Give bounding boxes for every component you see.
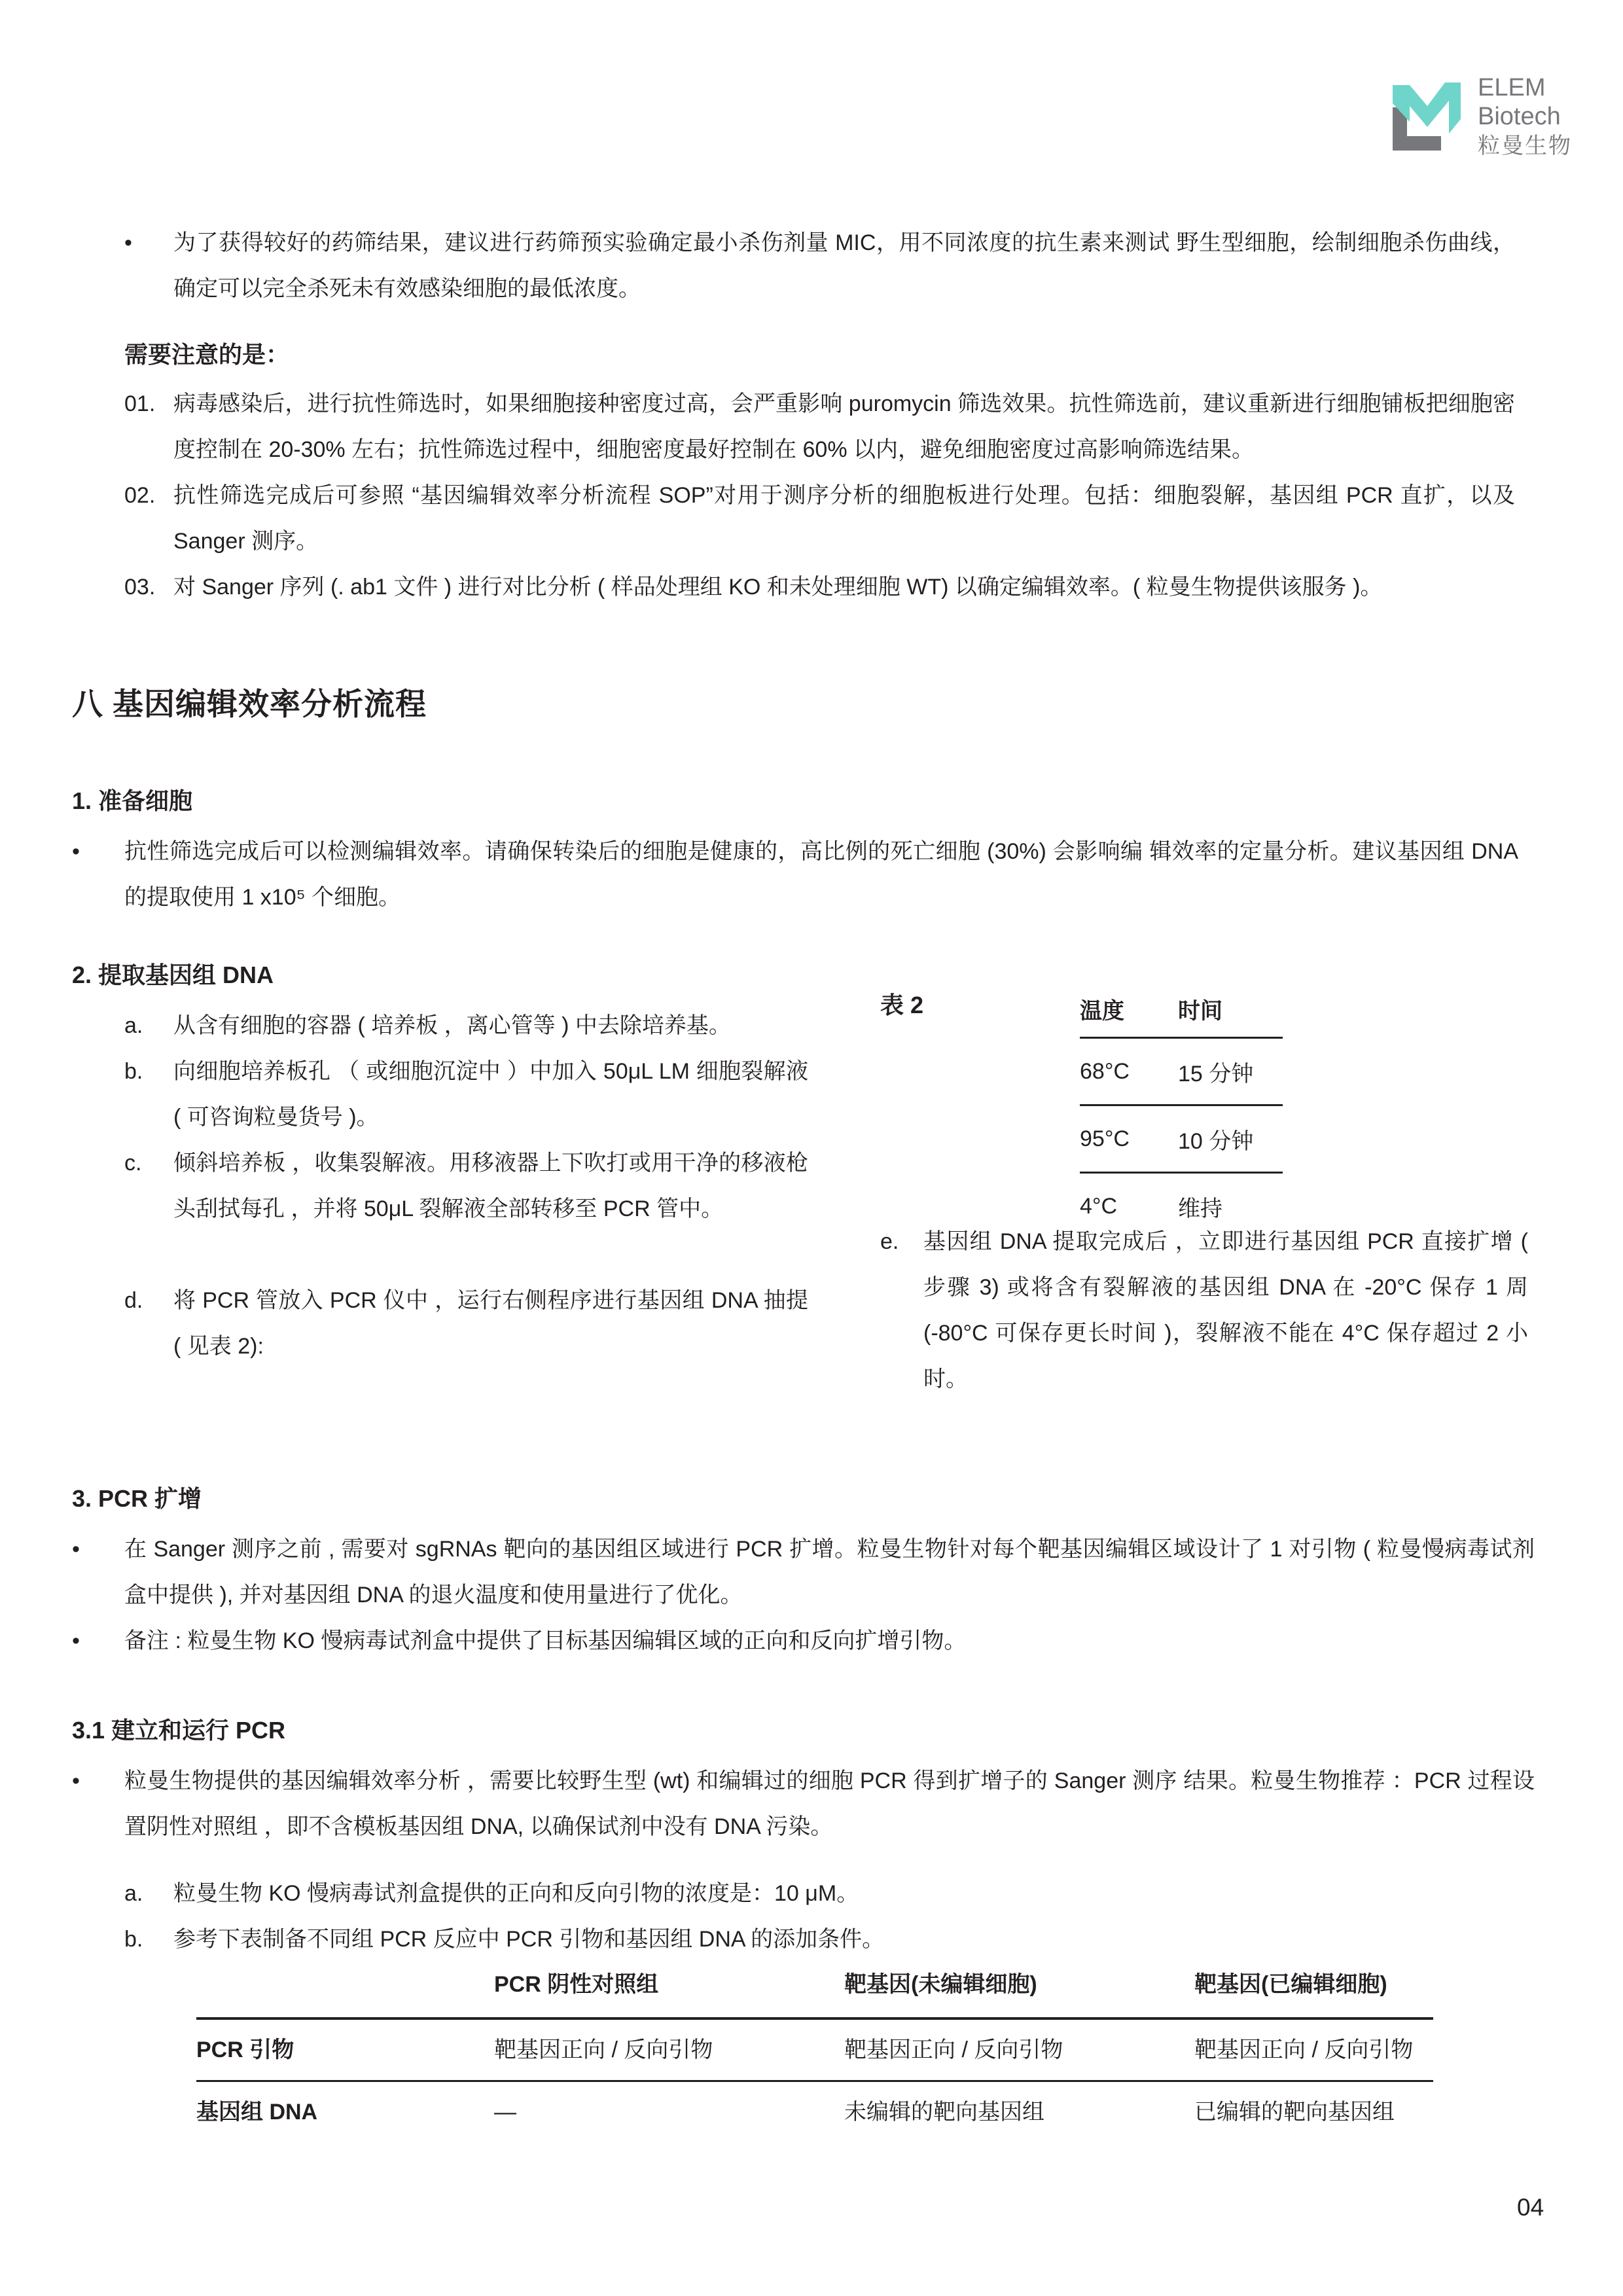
pcr-bullet-1-text: 在 Sanger 测序之前 , 需要对 sgRNAs 靶向的基因组区域进行 PCR 扩增。粒曼生物针对每个靶基因编辑区域设计了 1 对引物 ( 粒曼慢病毒试剂盒中提供 ), 并对基因组 DNA 的退火温度和使用量进行了优化。 <box>124 1537 1535 1607</box>
pcr-setup-table-block <box>196 1964 1433 2142</box>
note-01-text: 病毒感染后，进行抗性筛选时，如果细胞接种密度过高，会严重影响 puromycin 筛选效果。抗性筛选前，建议重新进行细胞铺板把细胞密度控制在 20-30% 左右；抗性筛选过程中，细胞密度最好控制在 60% 以内，避免细胞密度过高影响筛选结果。 <box>173 391 1515 462</box>
bullet-marker: • <box>72 839 80 864</box>
pcr-primers-unedited: 靶基因正向 / 反向引物 <box>844 2037 1063 2062</box>
note-03-text: 对 Sanger 序列 (. ab1 文件 ) 进行对比分析 ( 样品处理组 KO 和未处理细胞 WT) 以确定编辑效率。( 粒曼生物提供该服务 )。 <box>173 575 1383 600</box>
pcr-bullet-2 <box>72 1618 1535 1664</box>
step-d-text: 将 PCR 管放入 PCR 仪中 ，运行右侧程序进行基因组 DNA 抽提 ( 见表 2): <box>173 1288 808 1359</box>
setup-step-a <box>124 1871 1515 1916</box>
intro-bullet-text: 为了获得较好的药筛结果，建议进行药筛预实验确定最小杀伤剂量 MIC，用不同浓度的抗生素来测试 野生型细胞，绘制细胞杀伤曲线，确定可以完全杀死未有效感染细胞的最低浓度。 <box>173 230 1515 301</box>
note-03-marker: 03. <box>124 575 156 600</box>
table2-row-68 <box>1080 1038 1283 1105</box>
table2-col-temp: 温度 <box>1080 998 1124 1024</box>
note-item-01 <box>124 381 1515 473</box>
setup-pcr-bullet-text: 粒曼生物提供的基因编辑效率分析 ，需要比较野生型 (wt) 和编辑过的细胞 PCR 得到扩增子的 Sanger 测序 结果。粒曼生物推荐 ：PCR 过程设置阴性对照组 ，即不含模板基因组 DNA, 以确保试剂中没有 DNA 污染。 <box>124 1768 1535 1839</box>
extract-step-b <box>124 1049 808 1140</box>
step-c-text: 倾斜培养板 ，收集裂解液。用移液器上下吹打或用干净的移液枪头刮拭每孔 ，并将 50μL 裂解液全部转移至 PCR 管中。 <box>173 1151 808 1221</box>
note-item-03 <box>124 564 1515 610</box>
step-b-marker: b. <box>124 1059 143 1084</box>
extract-step-e <box>880 1219 1528 1402</box>
table2-time-10min: 10 分钟 <box>1178 1128 1254 1154</box>
extract-step-a <box>124 1003 808 1049</box>
company-logo <box>1393 73 1572 161</box>
note-02-marker: 02. <box>124 483 156 508</box>
pcr-primers-edited: 靶基因正向 / 反向引物 <box>1194 2037 1414 2062</box>
logo-text <box>1478 73 1572 161</box>
pcr-bullet-1 <box>72 1526 1535 1618</box>
prep-cells-heading: 1. 准备细胞 <box>72 787 193 814</box>
extract-step-c <box>124 1140 808 1232</box>
step-e-text: 基因组 DNA 提取完成后 ，立即进行基因组 PCR 直接扩增 ( 步骤 3) 或将含有裂解液的基因组 DNA 在 -20°C 保存 1 周 (-80°C 可保存更长时间 )，裂解液不能在 4°C 保存超过 2 小时。 <box>923 1229 1528 1391</box>
setup-run-pcr-heading: 3.1 建立和运行 PCR <box>72 1717 286 1744</box>
pcr-primers-label: PCR 引物 <box>196 2037 294 2062</box>
note-01-marker: 01. <box>124 391 156 416</box>
table2-time-hold: 维持 <box>1178 1196 1222 1221</box>
pcr-bullet-2-text: 备注 : 粒曼生物 KO 慢病毒试剂盒中提供了目标基因编辑区域的正向和反向扩增引物。 <box>124 1628 967 1653</box>
step-a-text: 从含有细胞的容器 ( 培养板 ，离心管等 ) 中去除培养基。 <box>173 1013 731 1038</box>
prep-cells-text: 抗性筛选完成后可以检测编辑效率。请确保转染后的细胞是健康的，高比例的死亡细胞 (30%) 会影响编 辑效率的定量分析。建议基因组 DNA 的提取使用 1 x10⁵ 个细胞。 <box>124 839 1518 910</box>
extract-dna-heading: 2. 提取基因组 DNA <box>72 961 274 988</box>
step-d-marker: d. <box>124 1288 143 1313</box>
pcr-setup-table <box>196 1964 1433 2142</box>
bullet-marker: • <box>72 1768 80 1793</box>
table2-temperature-program <box>1080 990 1283 1239</box>
prep-cells-bullet <box>72 829 1518 920</box>
step-c-marker: c. <box>124 1151 142 1175</box>
genomic-dna-unedited: 未编辑的靶向基因组 <box>844 2100 1044 2125</box>
bullet-marker: • <box>72 1537 80 1562</box>
bullet-marker: • <box>72 1628 80 1653</box>
step-b-text: 向细胞培养板孔 （ 或细胞沉淀中 ）中加入 50μL LM 细胞裂解液 ( 可咨询粒曼货号 )。 <box>173 1059 808 1130</box>
table2-row-95 <box>1080 1105 1283 1173</box>
pcr-table-header-unedited: 靶基因(未编辑细胞) <box>844 1972 1037 1997</box>
pcr-amplification-heading: 3. PCR 扩增 <box>72 1485 202 1512</box>
setup-b-text: 参考下表制备不同组 PCR 反应中 PCR 引物和基因组 DNA 的添加条件。 <box>173 1927 885 1952</box>
pcr-table-header-blank <box>196 1964 494 2018</box>
note-02-text: 抗性筛选完成后可参照 “基因编辑效率分析流程 SOP”对用于测序分析的细胞板进行处理。包括：细胞裂解，基因组 PCR 直扩，以及 Sanger 测序。 <box>173 483 1515 554</box>
page-number: 04 <box>1517 2194 1544 2221</box>
genomic-dna-negative: — <box>494 2100 516 2125</box>
extract-step-d <box>124 1278 808 1369</box>
pcr-table-header-edited: 靶基因(已编辑细胞) <box>1194 1972 1387 1997</box>
genomic-dna-edited: 已编辑的靶向基因组 <box>1194 2100 1395 2125</box>
setup-a-text: 粒曼生物 KO 慢病毒试剂盒提供的正向和反向引物的浓度是：10 μM。 <box>173 1881 859 1906</box>
bullet-marker: • <box>124 230 132 255</box>
pcr-primers-negative: 靶基因正向 / 反向引物 <box>494 2037 713 2062</box>
logo-line-elem: ELEM <box>1478 74 1546 101</box>
setup-step-b <box>124 1916 1515 1962</box>
logo-line-chinese: 粒曼生物 <box>1478 134 1572 158</box>
table2-header-row <box>1080 990 1283 1038</box>
setup-a-marker: a. <box>124 1881 143 1906</box>
genomic-dna-label: 基因组 DNA <box>196 2100 318 2125</box>
table2-temp-95: 95°C <box>1080 1126 1130 1151</box>
pcr-table-row-genomic-dna <box>196 2081 1433 2143</box>
elem-biotech-logo-icon <box>1393 73 1463 154</box>
notes-heading: 需要注意的是： <box>124 341 290 368</box>
setup-pcr-bullet <box>72 1758 1535 1850</box>
pcr-table-header-row <box>196 1964 1433 2018</box>
intro-bullet-item <box>124 220 1515 312</box>
table2-temp-68: 68°C <box>1080 1058 1130 1084</box>
pcr-table-row-primers <box>196 2018 1433 2081</box>
table2-temp-4: 4°C <box>1080 1193 1118 1219</box>
logo-line-biotech: Biotech <box>1478 103 1561 130</box>
table2-time-15min: 15 分钟 <box>1178 1061 1254 1086</box>
table2-col-time: 时间 <box>1178 998 1222 1024</box>
table2-block <box>880 990 1283 1239</box>
setup-b-marker: b. <box>124 1927 143 1952</box>
table2-label: 表 2 <box>880 992 924 1018</box>
note-item-02 <box>124 473 1515 564</box>
pcr-table-header-negative-control: PCR 阴性对照组 <box>494 1972 659 1997</box>
step-a-marker: a. <box>124 1013 143 1038</box>
section-8-heading: 八 基因编辑效率分析流程 <box>72 687 427 721</box>
step-e-marker: e. <box>880 1229 899 1254</box>
